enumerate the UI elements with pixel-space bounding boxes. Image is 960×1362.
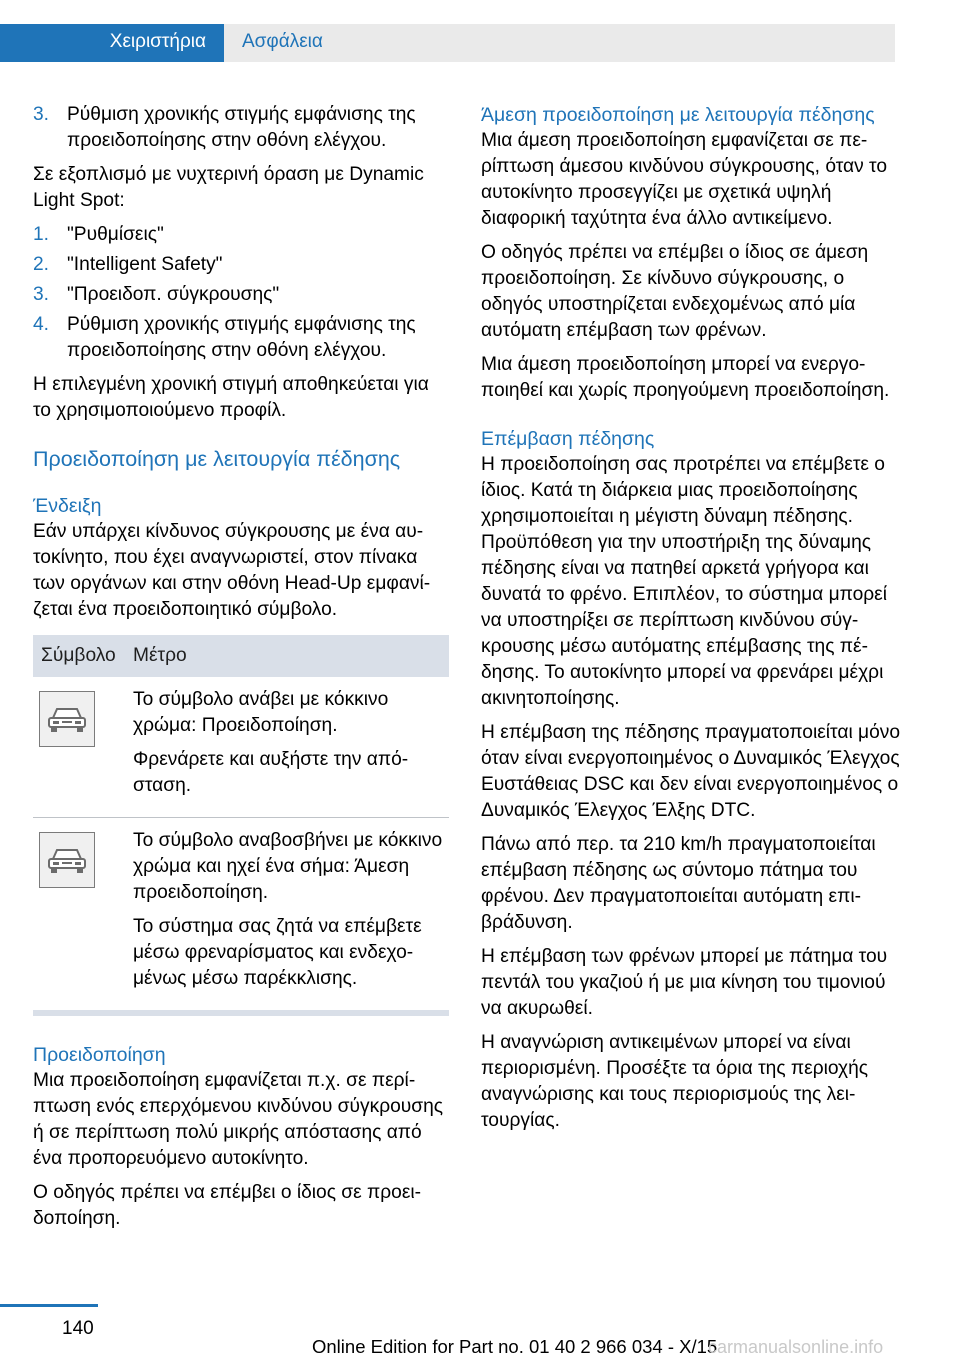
tab-controls[interactable] xyxy=(0,24,224,62)
list-item xyxy=(33,102,449,154)
indication-text: Εάν υπάρχει κίνδυνος σύγκρουσης με ένα αυτοκίνητο, που έχει αναγνωριστεί, στον πίνακα των οργάνων και στην οθόνη Head-Up εμφανίζεται ένα προειδοποιητικό σύμβολο. xyxy=(33,521,431,620)
left-column xyxy=(33,102,449,1240)
section-heading-braking: Προειδοποίηση με λειτουργία πέδησης xyxy=(33,447,401,471)
step-number: 1. xyxy=(33,224,50,245)
subheading-indication: Ένδειξη xyxy=(33,495,102,517)
car-warning-icon xyxy=(39,691,95,747)
right-column xyxy=(481,102,901,1142)
list-item xyxy=(33,282,449,308)
brake-text-3: Πάνω από περ. τα 210 km/h πραγματοποιείται επέμβαση πέδησης ως σύντομο πάτημα του φρένου. Δεν πραγματοποιείται αυτόματη επιβράδυνση. xyxy=(481,834,876,933)
tab-safety-label: Ασφάλεια xyxy=(242,31,323,52)
symbol-table xyxy=(33,635,449,1016)
measure-text: Φρενάρετε και αυξήστε την απόσταση. xyxy=(133,749,409,796)
brake-text-1: Η προειδοποίηση σας προτρέπει να επέμβετε ο ίδιος. Κατά τη διάρκεια μιας προειδοποίησης χρησιμοποιείται η μέγιστη δύναμη πέδησης. Προϋπόθεση για την υποστήριξη της δύναμης πέδησης είναι να πατηθεί αρκετά γρήγορα και δυνατά το φρένο. Επιπλέον, το σύστημα μπορεί να υποστηρίξει σε περίπτωση κινδύνου σύγκρουσης μέσω αυτόματης επέμβασης της πέδησης. Το αυτοκίνητο μπορεί να φρενάρει μέχρι ακινητοποίησης. xyxy=(481,454,887,709)
measure-cell xyxy=(129,818,449,1014)
table-header-row xyxy=(33,635,449,677)
subheading-brake-intervention: Επέμβαση πέδησης xyxy=(481,428,655,450)
car-warning-flashing-icon xyxy=(39,832,95,888)
measure-text: Το σύστημα σας ζητά να επέμβετε μέσω φρεναρίσματος και ενδεχομένως μέσω παρέκκλισης. xyxy=(133,916,422,989)
table-row xyxy=(33,677,449,818)
list-item xyxy=(33,312,449,364)
warning-text-1: Μια προειδοποίηση εμφανίζεται π.χ. σε περίπτωση ενός επερχόμενου κινδύνου σύγκρουσης ή σε περίπτωση πολύ μικρής απόστασης από ένα προπορευόμενο αυτοκίνητο. xyxy=(33,1070,444,1169)
step-text: "Intelligent Safety" xyxy=(67,254,223,275)
measure-text: Το σύμβολο αναβοσβήνει με κόκκινο χρώμα και ηχεί ένα σήμα: Άμεση προειδοποίηση. xyxy=(133,830,443,903)
immediate-text-2: Ο οδηγός πρέπει να επέμβει ο ίδιος σε άμεση προειδοποίηση. Σε κίνδυνο σύγκρουσης, ο οδηγός υποστηρίζεται ενδεχομένως από μία αυτόματη επέμβαση των φρένων. xyxy=(481,242,869,341)
brake-text-4: Η επέμβαση των φρένων μπορεί με πάτημα του πεντάλ του γκαζιού ή με μια κίνηση του τιμονιού να ακυρωθεί. xyxy=(481,946,888,1019)
step-text: Ρύθμιση χρονικής στιγμής εμφάνισης της προειδοποίησης στην οθόνη ελέγχου. xyxy=(67,314,416,361)
footer-rule xyxy=(0,1304,98,1307)
measure-cell xyxy=(129,677,449,818)
top-step xyxy=(33,102,449,154)
watermark: carmanualsonline.info xyxy=(708,1337,884,1357)
immediate-text-1: Μια άμεση προειδοποίηση εμφανίζεται σε περίπτωση άμεσου κινδύνου σύγκρουσης, όταν το αυτοκίνητο προσεγγίζει με σχετικά υψηλή διαφορική ταχύτητα ένα άλλο αντικείμενο. xyxy=(481,130,888,229)
steps-list xyxy=(33,222,449,364)
step-number: 3. xyxy=(33,284,50,305)
brake-text-5: Η αναγνώριση αντικειμένων μπορεί να είναι περιορισμένη. Προσέξτε τα όρια της περιοχής αναγνώρισης και τους περιορισμούς της λειτουργίας. xyxy=(481,1032,869,1131)
header-tabs xyxy=(0,0,895,62)
subheading-immediate-warning: Άμεση προειδοποίηση με λειτουργία πέδησης xyxy=(481,104,875,126)
step-number: 2. xyxy=(33,254,50,275)
column-header-symbol: Σύμβολο xyxy=(33,635,129,677)
saved-note: Η επιλεγμένη χρονική στιγμή αποθηκεύεται για το χρησιμοποιούμενο προφίλ. xyxy=(33,374,429,421)
step-number: 4. xyxy=(33,314,50,335)
symbol-cell xyxy=(33,677,129,818)
table-row xyxy=(33,818,449,1014)
symbol-cell xyxy=(33,818,129,1014)
tab-controls-label: Χειριστήρια xyxy=(109,31,206,52)
list-item xyxy=(33,222,449,248)
edition-text: Online Edition for Part no. 01 40 2 966 034 - X/15 xyxy=(312,1336,718,1357)
measure-text: Το σύμβολο ανάβει με κόκκινο χρώμα: Προειδοποίηση. xyxy=(133,689,389,736)
list-item xyxy=(33,252,449,278)
intro-text: Σε εξοπλισμό με νυχτερινή όραση με Dynamic Light Spot: xyxy=(33,164,424,211)
step-number: 3. xyxy=(33,104,50,125)
column-header-measure: Μέτρο xyxy=(129,635,449,677)
subheading-warning: Προειδοποίηση xyxy=(33,1044,166,1066)
step-text: "Ρυθμίσεις" xyxy=(67,224,164,245)
brake-text-2: Η επέμβαση της πέδησης πραγματοποιείται μόνο όταν είναι ενεργοποιημένος ο Δυναμικός Έλεγχος Ευστάθειας DSC και δεν είναι ενεργοποιημένος ο Δυναμικός Έλεγχος Έλξης DTC. xyxy=(481,722,901,821)
immediate-text-3: Μια άμεση προειδοποίηση μπορεί να ενεργοποιηθεί και χωρίς προηγούμενη προειδοποίηση. xyxy=(481,354,890,401)
step-text: Ρύθμιση χρονικής στιγμής εμφάνισης της προειδοποίησης στην οθόνη ελέγχου. xyxy=(67,104,416,151)
page-number: 140 xyxy=(62,1318,94,1339)
warning-text-2: Ο οδηγός πρέπει να επέμβει ο ίδιος σε προειδοποίηση. xyxy=(33,1182,422,1229)
tab-safety[interactable] xyxy=(224,24,895,62)
step-text: "Προειδοπ. σύγκρουσης" xyxy=(67,284,280,305)
